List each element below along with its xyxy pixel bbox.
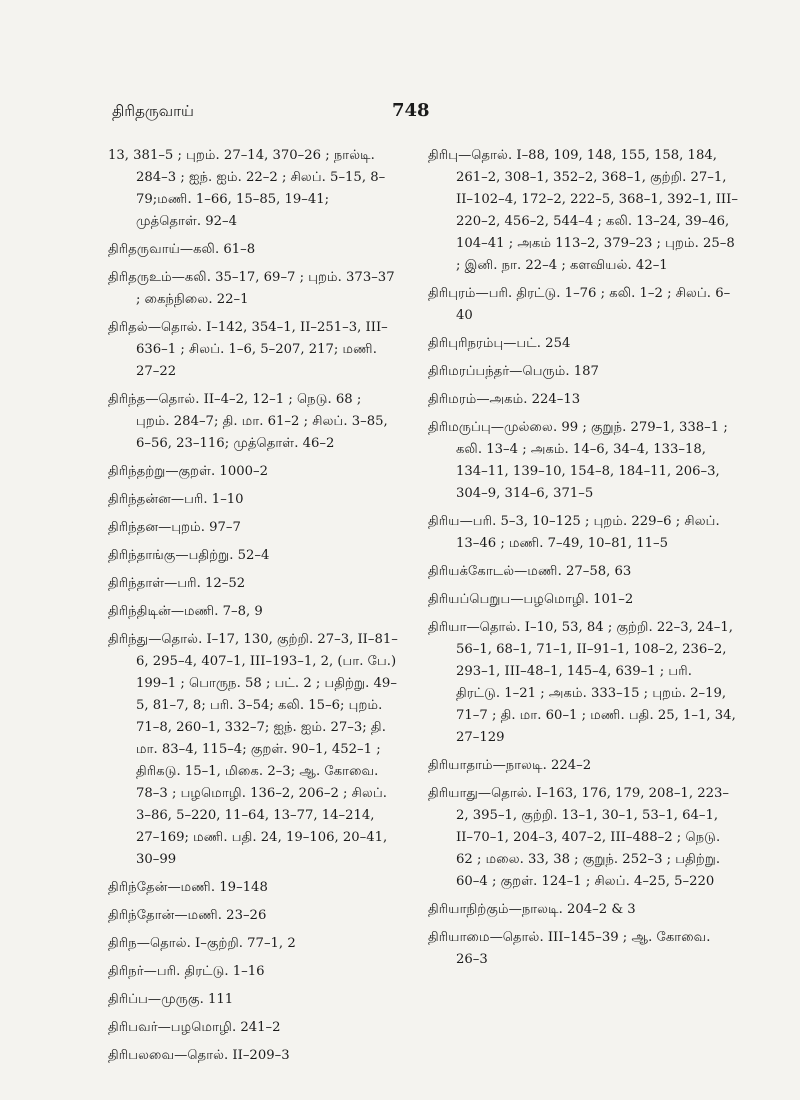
index-entry: திரிப்ப—முருகு. 111 xyxy=(108,992,234,1007)
index-entry: திரியாது—தொல். I–163, 176, 179, 208–1, 223–2, 395–1, குற்றி. 13–1, 30–1, 53–1, 64–1, II–70–1, 204–3, 407–2, III–488–2 ; நெடு. 62 ; மலை. 33, 38 ; குறுந். 252–3 ; பதிற்று. 60–4 ; குறள். 124–1 ; சிலப். 4–25, 5–220 xyxy=(428,786,729,889)
index-entry: திரிபு—தொல். I–88, 109, 148, 155, 158, 184, 261–2, 308–1, 352–2, 368–1, குற்றி. 27–1, II–102–4, 172–2, 222–5, 368–1, 392–1, III–220–2, 456–2, 544–4 ; கலி. 13–24, 39–46, 104–41 ; அகம் 113–2, 379–23 ; புறம். 25–8 ; இனி. நா. 22–4 ; களவியல். 42–1 xyxy=(428,148,738,273)
index-entry: திரிந—தொல். I–குற்றி. 77–1, 2 xyxy=(108,936,296,951)
index-entry: திரிந்தன்ன—பரி. 1–10 xyxy=(108,492,244,507)
index-entry: திரிதருஉம்—கலி. 35–17, 69–7 ; புறம். 373–37 ; கைந்நிலை. 22–1 xyxy=(108,270,395,307)
index-entry: திரியா—தொல். I–10, 53, 84 ; குற்றி. 22–3, 24–1, 56–1, 68–1, 71–1, II–91–1, 108–2, 236–2, 293–1, III–48–1, 145–4, 639–1 ; பரி. திரட்டு. 1–21 ; அகம். 333–15 ; புறம். 2–19, 71–7 ; தி. மா. 60–1 ; மணி. பதி. 25, 1–1, 34, 27–129 xyxy=(428,620,736,745)
index-entry: திரிந்தன—புறம். 97–7 xyxy=(108,520,241,535)
index-entry: திரியாமை—தொல். III–145–39 ; ஆ. கோவை. 26–3 xyxy=(428,930,711,967)
index-entry: திரிந்தற்று—குறள். 1000–2 xyxy=(108,464,268,479)
index-entry: திரிந்தோன்—மணி. 23–26 xyxy=(108,908,267,923)
index-entry: திரிநர்—பரி. திரட்டு. 1–16 xyxy=(108,964,265,979)
index-entry: திரிபுரிநரம்பு—பட். 254 xyxy=(428,336,571,351)
index-entry: திரிபுரம்—பரி. திரட்டு. 1–76 ; கலி. 1–2 ; சிலப். 6–40 xyxy=(428,286,731,323)
index-entry: திரிமருப்பு—முல்லை. 99 ; குறுந். 279–1, 338–1 ; கலி. 13–4 ; அகம். 14–6, 34–4, 133–18, 134–11, 139–10, 154–8, 184–11, 206–3, 304–9, 314–6, 371–5 xyxy=(428,420,728,501)
index-entry: திரிதல்—தொல். I–142, 354–1, II–251–3, III–636–1 ; சிலப். 1–6, 5–207, 217; மணி. 27–22 xyxy=(108,320,388,379)
index-entry: திரிதருவாய்—கலி. 61–8 xyxy=(108,242,256,257)
index-entry: திரியாதாம்—நாலடி. 224–2 xyxy=(428,758,592,773)
index-entry: திரிந்தாள்—பரி. 12–52 xyxy=(108,576,246,591)
index-entry: திரிந்த—தொல். II–4–2, 12–1 ; நெடு. 68 ; புறம். 284–7; தி. மா. 61–2 ; சிலப். 3–85, 6–56, 23–116; முத்தொள். 46–2 xyxy=(108,392,388,451)
index-entry: 13, 381–5 ; புறம். 27–14, 370–26 ; நால்டி. 284–3 ; ஐந். ஐம். 22–2 ; சிலப். 5–15, 8–79;மணி. 1–66, 15–85, 19–41; முத்தொள். 92–4 xyxy=(108,148,386,229)
right-column xyxy=(428,145,738,977)
running-head: திரிதருவாய் xyxy=(112,102,194,120)
page-number: 748 xyxy=(392,100,430,121)
index-entry: திரிந்திடின்—மணி. 7–8, 9 xyxy=(108,604,263,619)
index-entry: திரிந்து—தொல். I–17, 130, குற்றி. 27–3, II–81–6, 295–4, 407–1, III–193–1, 2, (பா. பே.) 199–1 ; பொருந. 58 ; பட். 2 ; பதிற்று. 49–5, 81–7, 8; பரி. 3–54; கலி. 15–6; புறம். 71–8, 260–1, 332–7; ஐந். ஐம். 27–3; தி. மா. 83–4, 115–4; குறள். 90–1, 452–1 ; திரிகடு. 15–1, மிகை. 2–3; ஆ. கோவை. 78–3 ; பழமொழி. 136–2, 206–2 ; சிலப். 3–86, 5–220, 11–64, 13–77, 14–214, 27–169; மணி. பதி. 24, 19–106, 20–41, 30–99 xyxy=(108,632,398,867)
index-entry: திரிமரப்பந்தர்—பெரும். 187 xyxy=(428,364,599,379)
index-entry: திரிமரம்—அகம். 224–13 xyxy=(428,392,581,407)
index-entry: திரிபலவை—தொல். II–209–3 xyxy=(108,1048,290,1063)
index-entry: திரியக்கோடல்—மணி. 27–58, 63 xyxy=(428,564,632,579)
index-entry: திரிய—பரி. 5–3, 10–125 ; புறம். 229–6 ; சிலப். 13–46 ; மணி. 7–49, 10–81, 11–5 xyxy=(428,514,720,551)
index-entry: திரிபவர்—பழமொழி. 241–2 xyxy=(108,1020,281,1035)
index-entry: திரிந்தாங்கு—பதிற்று. 52–4 xyxy=(108,548,270,563)
index-entry: திரியாநிற்கும்—நாலடி. 204–2 & 3 xyxy=(428,902,636,917)
left-column xyxy=(108,145,398,1073)
index-entry: திரிந்தேன்—மணி. 19–148 xyxy=(108,880,268,895)
index-entry: திரியப்பெறுப—பழமொழி. 101–2 xyxy=(428,592,634,607)
page-header xyxy=(112,100,680,130)
